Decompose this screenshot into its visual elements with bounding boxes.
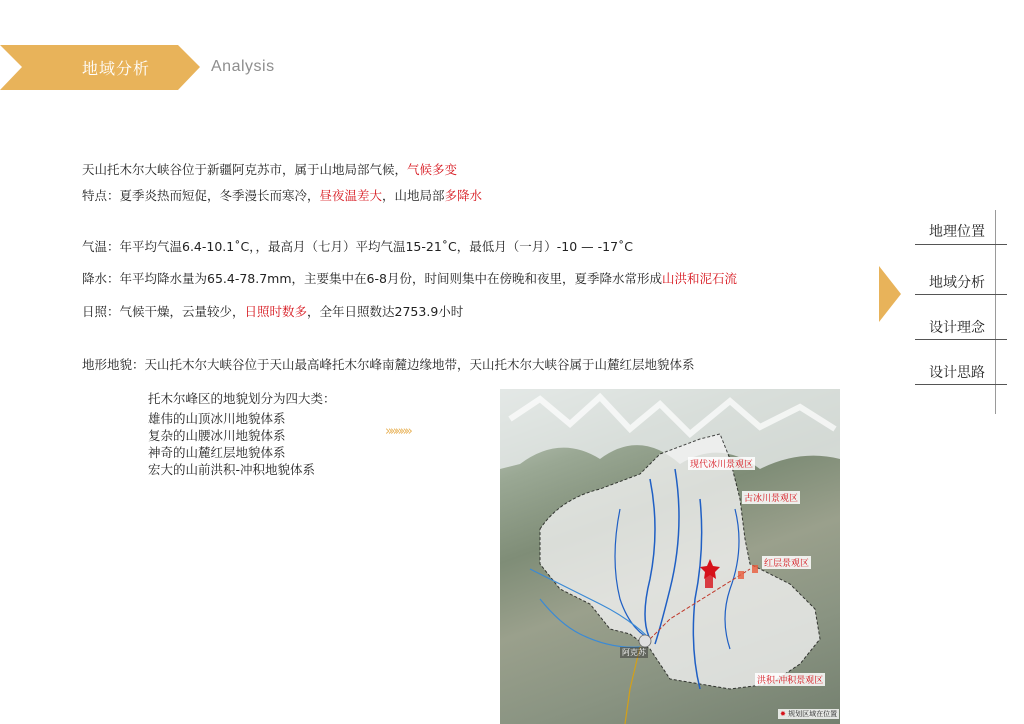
classification-item: 神奇的山麓红层地貌体系: [148, 445, 286, 460]
nav-divider: [915, 294, 1007, 295]
classification-heading: 托木尔峰区的地貌划分为四大类：: [148, 391, 336, 406]
precipitation-line: [82, 269, 737, 287]
temperature-line: 气温：年平均气温6.4-10.1˚C，，最高月（七月）平均气温15-21˚C，最低月（一月）-10 — -17˚C: [82, 239, 634, 254]
nav-item-approach[interactable]: 设计思路: [929, 365, 985, 381]
sunshine-highlight: 日照时数多: [244, 304, 308, 319]
nav-item-analysis[interactable]: 地域分析: [929, 275, 985, 291]
terrain-map: [500, 389, 840, 724]
arrow-chevrons-icon: »»»»»: [385, 424, 410, 439]
classification-item: 宏大的山前洪积-冲积地貌体系: [148, 462, 316, 477]
intro-text: 天山托木尔大峡谷位于新疆阿克苏市，属于山地局部气候，: [82, 162, 408, 177]
sunshine-line: [82, 302, 463, 320]
features-highlight-2: 多降水: [444, 188, 483, 203]
sunshine-text-1: 日照：气候干燥，云量较少，: [82, 304, 245, 319]
map-label-zone3: 红层景观区: [762, 556, 811, 569]
map-legend: [778, 709, 839, 719]
nav-divider: [915, 384, 1007, 385]
map-label-zone1: 现代冰川景观区: [688, 457, 755, 470]
legend-star-icon: ✸: [780, 710, 786, 718]
map-label-city: 阿克苏: [622, 648, 646, 657]
city-marker: [639, 635, 651, 647]
nav-divider: [915, 339, 1007, 340]
precipitation-text: 降水：年平均降水量为65.4-78.7mm，主要集中在6-8月份，时间则集中在傍晚和夜里，夏季降水常形成: [82, 271, 662, 286]
classification-item: 复杂的山腰冰川地貌体系: [148, 428, 286, 443]
terrain-line: 地形地貌：天山托木尔大峡谷位于天山最高峰托木尔峰南麓边缘地带，天山托木尔大峡谷属于山麓红层地貌体系: [82, 357, 695, 372]
features-text-1: 特点：夏季炎热而短促，冬季漫长而寒冷，: [82, 188, 320, 203]
nav-item-concept[interactable]: 设计理念: [929, 320, 985, 336]
section-subtitle: Analysis: [211, 58, 275, 75]
map-label-zone4: 洪积-冲积景观区: [755, 673, 825, 686]
map-label-zone2: 古冰川景观区: [742, 491, 800, 504]
features-line: [82, 186, 482, 204]
intro-highlight: 气候多变: [407, 162, 458, 177]
intro-line: [82, 160, 457, 178]
features-highlight-1: 昼夜温差大: [319, 188, 383, 203]
road: [625, 647, 640, 724]
precipitation-highlight: 山洪和泥石流: [661, 271, 737, 286]
section-title: 地域分析: [82, 59, 151, 78]
features-text-2: ，山地局部: [382, 188, 445, 203]
map-legend-text: 规划区域在位置: [788, 710, 838, 718]
sunshine-text-2: ，全年日照数达2753.9小时: [307, 304, 464, 319]
classification-item: 雄伟的山顶冰川地貌体系: [148, 411, 286, 426]
nav-divider: [915, 244, 1007, 245]
nav-item-location[interactable]: 地理位置: [929, 224, 985, 240]
nav-active-marker-icon: [879, 266, 901, 322]
